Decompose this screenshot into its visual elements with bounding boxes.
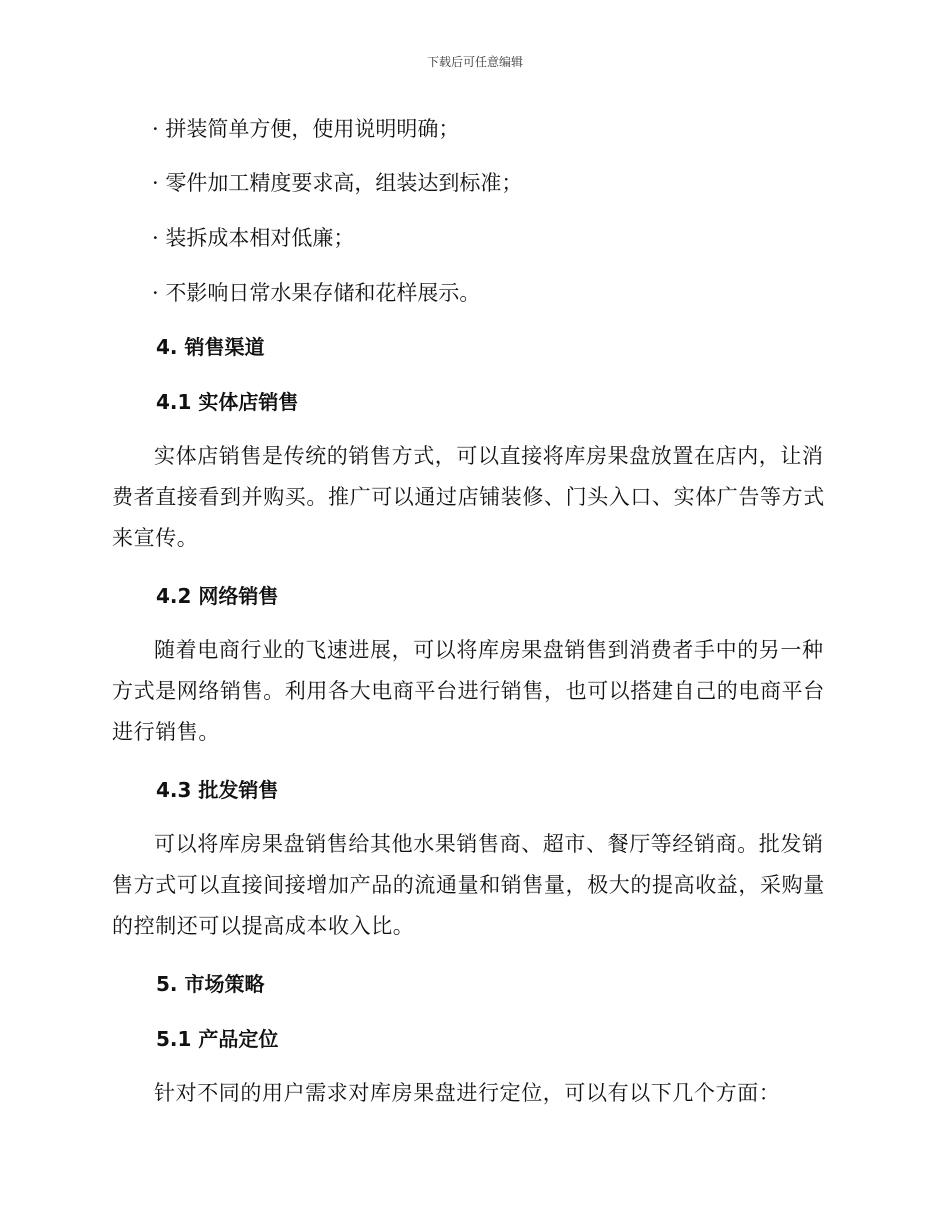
- bullet-item: · 装拆成本相对低廉；: [152, 226, 355, 250]
- section-heading-4-3: 4.3 批发销售: [156, 778, 279, 802]
- paragraph-4-1: 实体店销售是传统的销售方式，可以直接将库房果盘放置在店内，让消费者直接看到并购买。推广可以通过店铺装修、门头入口、实体广告等方式来宣传。: [112, 444, 825, 550]
- section-heading-5: 5. 市场策略: [156, 972, 265, 996]
- paragraph-4-2: 随着电商行业的飞速进展，可以将库房果盘销售到消费者手中的另一种方式是网络销售。利用各大电商平台进行销售，也可以搭建自己的电商平台进行销售。: [112, 638, 825, 744]
- bullet-item: · 零件加工精度要求高，组装达到标准；: [152, 171, 523, 195]
- page-header: 下载后可任意编辑: [426, 55, 523, 69]
- section-heading-4-2: 4.2 网络销售: [156, 584, 279, 608]
- paragraph-5-1: 针对不同的用户需求对库房果盘进行定位，可以有以下几个方面：: [154, 1081, 781, 1105]
- bullet-item: · 不影响日常水果存储和花样展示。: [152, 281, 481, 305]
- section-heading-4: 4. 销售渠道: [156, 335, 265, 359]
- bullet-item: · 拼装简单方便，使用说明明确；: [152, 117, 460, 141]
- section-heading-5-1: 5.1 产品定位: [156, 1027, 279, 1051]
- paragraph-4-3: 可以将库房果盘销售给其他水果销售商、超市、餐厅等经销商。批发销售方式可以直接间接增加产品的流通量和销售量，极大的提高收益，采购量的控制还可以提高成本收入比。: [112, 832, 825, 938]
- section-heading-4-1: 4.1 实体店销售: [156, 390, 299, 414]
